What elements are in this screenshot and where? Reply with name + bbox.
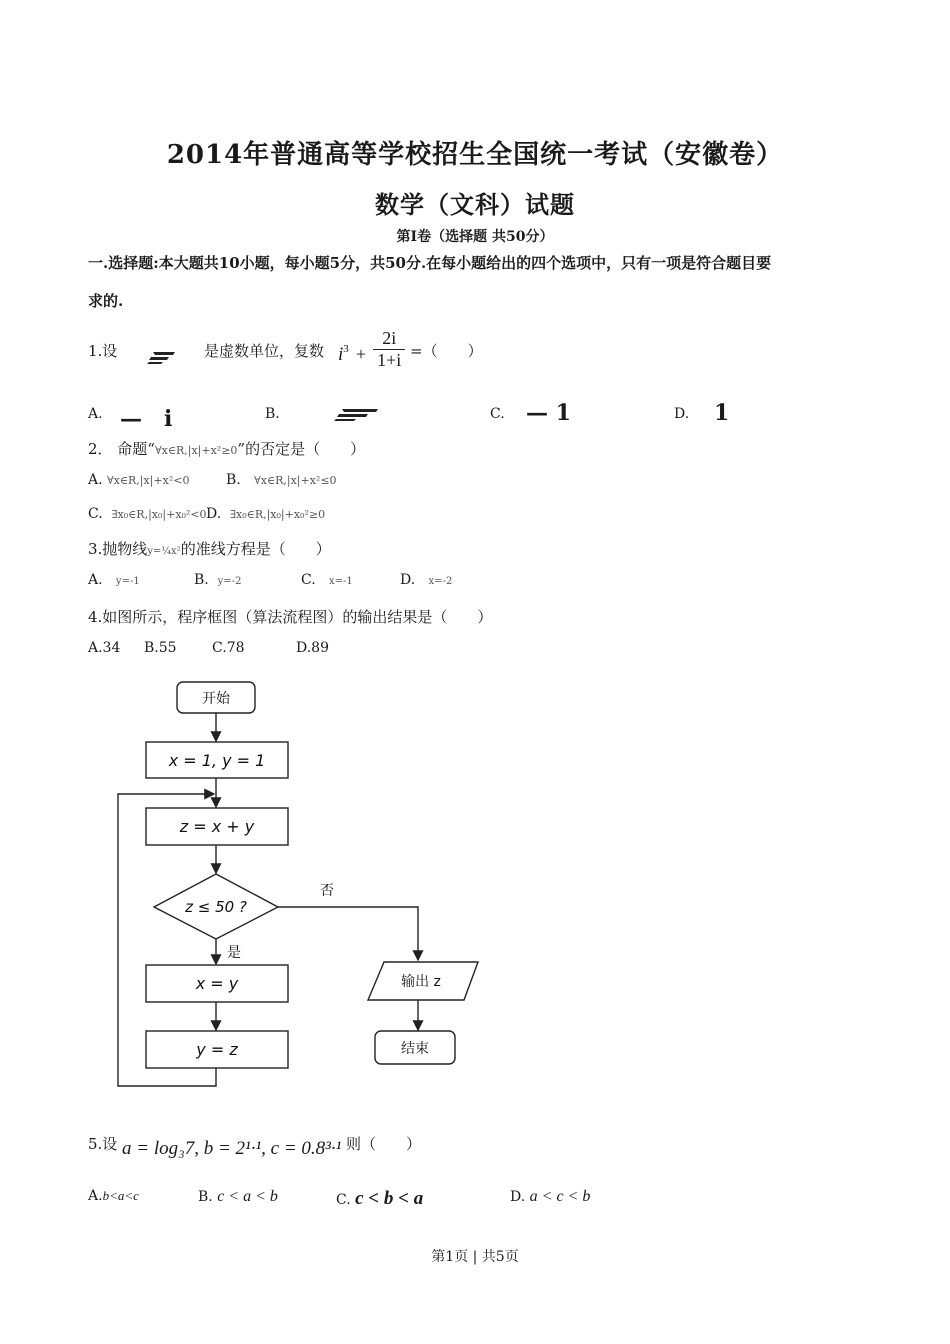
flow-assign-y-text: y = z [196, 1040, 238, 1059]
page-footer: 第1页 | 共5页 [431, 1249, 519, 1265]
q2-option-c: C. ∃x₀∈R,|x₀|+x₀²<0 [88, 506, 207, 522]
q3-option-b: B. y=-2 [194, 572, 242, 588]
q2-option-b: B. ∀x∈R,|x|+x²≤0 [226, 472, 337, 488]
q3-option-a: A. y=-1 [88, 572, 140, 588]
q4-option-a: A.34 [88, 640, 121, 656]
q1-suffix: =（ ） [410, 342, 483, 360]
q2-stem: 2． 命题“∀x∈R,|x|+x²≥0”的否定是（ ） [88, 440, 366, 458]
q1-middle: 是虚数单位，复数 [204, 342, 325, 360]
q4-option-c: C.78 [212, 640, 245, 656]
q1-option-a-value: — i [120, 406, 173, 432]
q2-option-a: A. ∀x∈R,|x|+x²<0 [88, 472, 190, 488]
q1-frac-numerator: 2i [373, 328, 405, 350]
q5-option-b: B. c < a < b [198, 1188, 278, 1205]
part-heading: 第Ⅰ卷（选择题 共50分） [396, 229, 554, 245]
flow-no-label: 否 [320, 883, 334, 899]
q1-option-a-label: A. [88, 406, 103, 422]
q1-expr-exponent: 3 [343, 342, 349, 355]
q3-option-c: C. x=-1 [301, 572, 353, 588]
q2-option-d: D. ∃x₀∈R,|x₀|+x₀²≥0 [206, 506, 326, 522]
flow-condition-text: z ≤ 50 ? [185, 898, 247, 916]
q1-expr-i: i [338, 344, 344, 365]
q5-suffix: 则（ ） [346, 1135, 422, 1153]
q1-expr-plus: + [355, 344, 367, 364]
flow-output-text: 输出 z [401, 974, 441, 990]
flow-assign-x-text: x = y [195, 974, 239, 993]
q3-option-d: D. x=-2 [400, 572, 453, 588]
q5-expression: a = log₃7, b = 2¹·¹, c = 0.8³·¹ [122, 1138, 342, 1159]
exam-subtitle: 数学（文科）试题 [375, 190, 575, 219]
q4-option-d: D.89 [296, 640, 329, 656]
exam-title: 2014年普通高等学校招生全国统一考试（安徽卷） [166, 140, 784, 170]
q4-option-b: B.55 [144, 640, 177, 656]
q5-option-d: D. a < c < b [510, 1188, 591, 1205]
q1-option-c-value: — 1 [526, 400, 571, 426]
flow-yes-label: 是 [227, 945, 241, 961]
q4-stem: 4.如图所示，程序框图（算法流程图）的输出结果是（ ） [88, 608, 493, 626]
q1-option-d-label: D. [674, 406, 690, 422]
q1-frac-denominator: 1+i [377, 350, 402, 370]
flow-init-text: x = 1, y = 1 [168, 751, 266, 770]
q1-option-c-label: C. [490, 406, 505, 422]
q1-option-b-label: B. [265, 406, 280, 422]
flow-end-text: 结束 [401, 1041, 429, 1057]
q5-option-c: C. c < b < a [336, 1188, 424, 1209]
instructions-line-2: 求的. [88, 292, 124, 310]
instructions-line-1: 一.选择题:本大题共10小题，每小题5分，共50分.在每小题给出的四个选项中，只有一项是符合题目要 [88, 254, 772, 272]
q3-stem: 3.抛物线y=¼x²的准线方程是（ ） [88, 540, 331, 558]
q1-prefix: 1.设 [88, 342, 118, 360]
q5-option-a: A.b<a<c [88, 1188, 139, 1204]
q5-prefix: 5.设 [88, 1135, 118, 1153]
flow-assign-z-text: z = x + y [179, 817, 255, 836]
flow-start-text: 开始 [202, 691, 230, 707]
q1-option-d-value: 1 [714, 400, 730, 426]
